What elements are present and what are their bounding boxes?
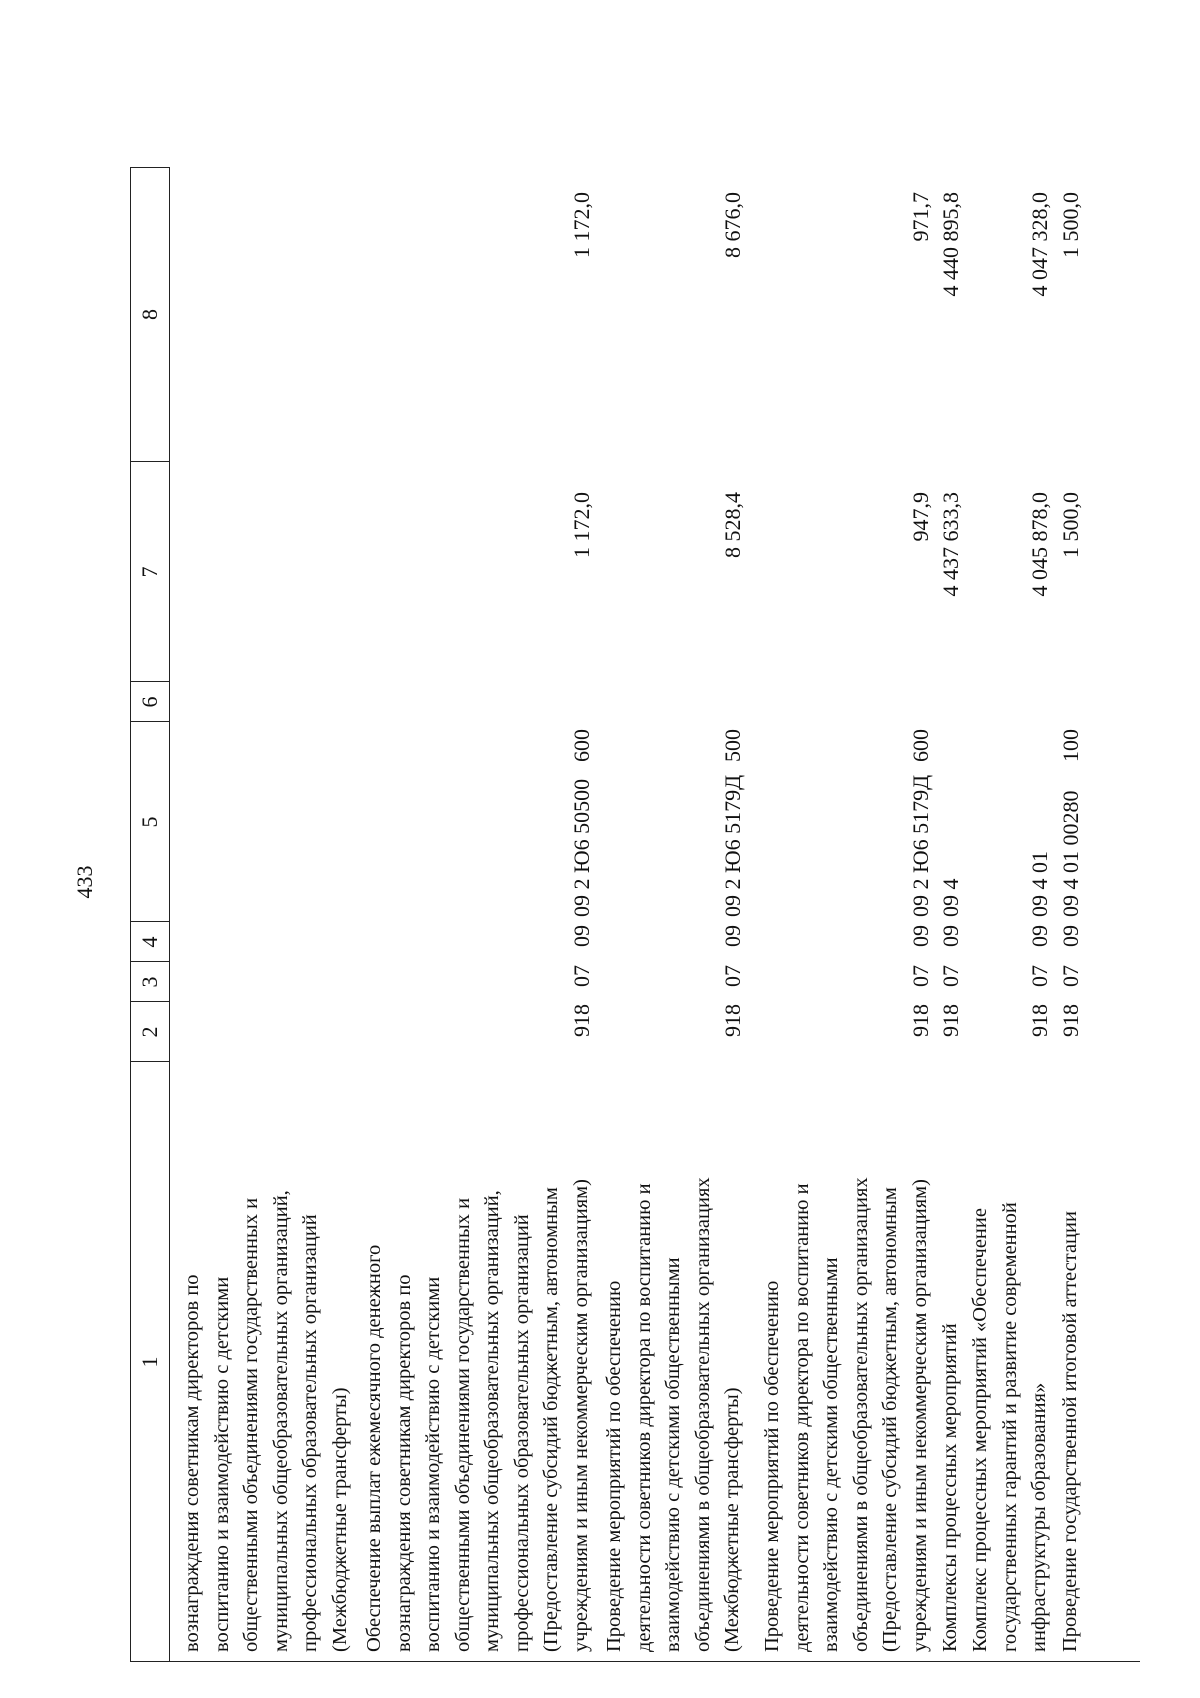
cell-col-4: 09 [907, 925, 933, 947]
cell-col-8: 4 047 328,0 [1027, 192, 1052, 297]
cell-col-8: 1 500,0 [1058, 192, 1083, 258]
description-line: муниципальных общеобразовательных организаций, [481, 1190, 503, 1652]
row-description [936, 1092, 966, 1652]
description-line: профессиональных образовательных организаций [510, 1214, 533, 1652]
cell-col-8: 971,7 [907, 192, 933, 242]
description-line: Проведение мероприятий по обеспечению [603, 1280, 625, 1652]
cell-col-8: 1 172,0 [568, 192, 594, 258]
description-line: профессиональных образовательных организаций [299, 1214, 321, 1652]
row-description [758, 1092, 935, 1652]
cell-col-7: 1 172,0 [568, 492, 594, 558]
description-line: общественными объединениями государственных и [451, 1197, 474, 1652]
column-header-3: 3 [137, 976, 162, 988]
description-line: (Предоставление субсидий бюджетным, автономным [879, 1187, 901, 1652]
cell-col-8: 4 440 895,8 [938, 192, 963, 297]
description-line: (Предоставление субсидий бюджетным, автономным [540, 1187, 562, 1652]
description-line: общественными объединениями государственных и [240, 1197, 262, 1652]
cell-col-5: 09 2 Ю6 50500 [568, 778, 594, 917]
cell-col-8: 8 676,0 [720, 192, 745, 258]
cell-col-5: 09 4 01 00280 [1058, 790, 1083, 917]
cell-col-2: 918 [1027, 1004, 1052, 1037]
column-header-2: 2 [137, 1026, 162, 1038]
cell-col-3: 07 [1058, 965, 1083, 987]
cell-col-6: 100 [1058, 729, 1083, 762]
cell-col-5: 09 2 Ю6 5179Д [907, 774, 933, 917]
column-header-4: 4 [137, 936, 162, 948]
description-line: вознаграждения советникам директоров по [392, 1274, 415, 1652]
description-line: объединениями в общеобразовательных организациях [691, 1177, 714, 1652]
cell-col-5: 09 2 Ю6 5179Д [720, 774, 745, 917]
column-header-1: 1 [137, 1356, 162, 1368]
cell-col-2: 918 [720, 1004, 745, 1037]
description-line: учреждениям и иным некоммерческим организациям) [908, 1179, 931, 1652]
cell-col-2: 918 [938, 1004, 963, 1037]
cell-col-7: 1 500,0 [1058, 492, 1083, 558]
cell-col-5: 09 4 01 [1027, 851, 1052, 917]
description-line: государственных гарантий и развитие современной [998, 1202, 1021, 1652]
description-line: инфраструктуры образования» [1028, 1382, 1050, 1652]
column-header-6: 6 [137, 696, 162, 708]
description-line: Комплекс процессных мероприятий «Обеспечение [969, 1208, 991, 1652]
cell-col-3: 07 [907, 965, 933, 987]
cell-col-7: 4 437 633,3 [938, 492, 963, 597]
cell-col-2: 918 [1058, 1004, 1083, 1037]
description-line: воспитанию и взаимодействию с детскими [422, 1276, 444, 1652]
description-line: муниципальных общеобразовательных организаций, [269, 1190, 292, 1652]
cell-col-2: 918 [907, 1004, 933, 1037]
cell-col-4: 09 [1058, 925, 1083, 947]
row-description [966, 1092, 1055, 1652]
row-description [360, 1092, 596, 1652]
cell-col-4: 09 [1027, 925, 1052, 947]
column-header-5: 5 [137, 816, 162, 828]
column-header-7: 7 [137, 566, 162, 578]
description-line: вознаграждения советникам директоров по [181, 1274, 203, 1652]
row-description [600, 1092, 748, 1652]
cell-col-4: 09 [568, 925, 594, 947]
cell-col-3: 07 [720, 965, 745, 987]
cell-col-7: 947,9 [907, 492, 933, 542]
description-line: Проведение государственной итоговой аттестации [1059, 1211, 1081, 1652]
cell-col-7: 4 045 878,0 [1027, 492, 1052, 597]
document-page [60, 142, 1140, 1662]
description-line: Обеспечение выплат ежемесячного денежного [363, 1244, 385, 1652]
description-line: учреждениям и иным некоммерческим организациям) [569, 1179, 592, 1652]
description-line: Комплексы процессных мероприятий [939, 1323, 961, 1652]
cell-col-4: 09 [720, 925, 745, 947]
table-left-border [170, 1661, 1140, 1662]
description-line: воспитанию и взаимодействию с детскими [210, 1276, 233, 1652]
cell-col-6: 600 [907, 729, 933, 762]
column-header-8: 8 [137, 309, 162, 320]
cell-col-3: 07 [1027, 965, 1052, 987]
description-line: (Межбюджетные трансферты) [328, 1387, 351, 1652]
description-line: Проведение мероприятий по обеспечению [761, 1280, 783, 1652]
cell-col-6: 500 [720, 729, 745, 762]
cell-col-2: 918 [568, 1004, 594, 1037]
cell-col-4: 09 [938, 925, 963, 947]
cell-col-7: 8 528,4 [720, 492, 745, 558]
description-line: (Межбюджетные трансферты) [721, 1387, 743, 1652]
description-line: деятельности советников директора по воспитанию и [632, 1183, 655, 1652]
row-description [178, 1092, 355, 1652]
cell-col-5: 09 4 [938, 878, 963, 917]
cell-col-6: 600 [568, 729, 594, 762]
description-line: взаимодействию с детскими общественными [662, 1257, 684, 1652]
description-line: объединениями в общеобразовательных организациях [849, 1177, 872, 1652]
row-description [1056, 1092, 1086, 1652]
description-line: взаимодействию с детскими общественными [820, 1257, 842, 1652]
cell-col-3: 07 [568, 965, 594, 987]
description-line: деятельности советников директора по воспитанию и [790, 1183, 813, 1652]
cell-col-3: 07 [938, 965, 963, 987]
page-number: 433 [72, 865, 97, 899]
